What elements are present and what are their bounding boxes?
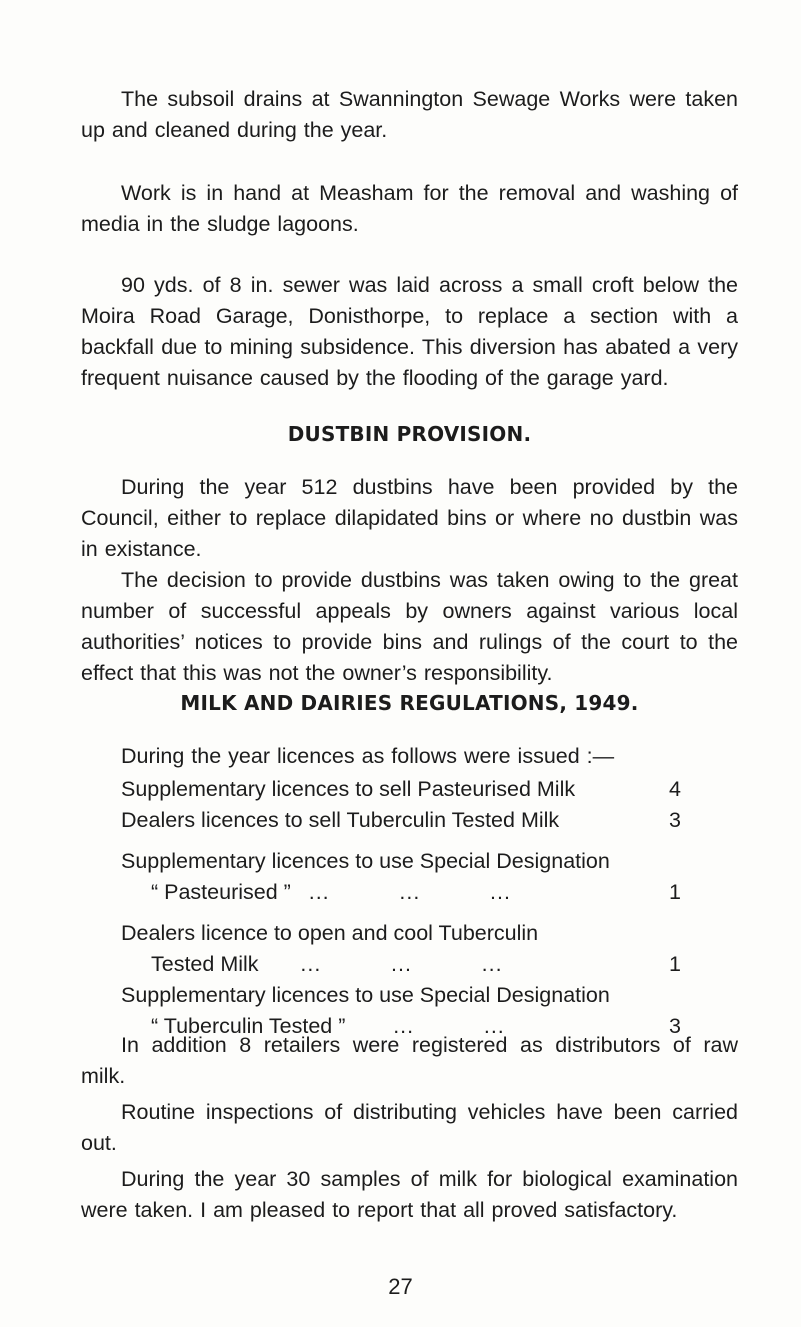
licence-count: 3	[669, 1014, 681, 1038]
dot-leader: ... ...	[393, 1014, 505, 1038]
licence-designation: “ Tuberculin Tested ”	[151, 1014, 346, 1038]
dot-leader: ... ... ...	[308, 880, 511, 904]
dot-leader: ... ... ...	[300, 952, 503, 976]
paragraph-milk-samples: During the year 30 samples of milk for biological examination were taken. I am pleased to report that all proved satisfactory.	[81, 1167, 738, 1222]
paragraph-licences-intro: During the year licences as follows were issued :—	[121, 744, 615, 768]
paragraph-donisthorpe-sewer: 90 yds. of 8 in. sewer was laid across a small croft below the Moira Road Garage, Donisthorpe, to replace a section with a backfall due to mining subsidence. This diversion has abated a very frequent nuisance caused by the flooding of the garage yard.	[81, 273, 738, 390]
licence-row	[121, 918, 681, 980]
licence-label: Dealers licence to open and cool Tuberculin Tested Milk ... ... ...	[121, 921, 539, 976]
paragraph-swannington: The subsoil drains at Swannington Sewage Works were taken up and cleaned during the year.	[81, 87, 738, 142]
licence-count: 4	[669, 777, 681, 801]
heading-milk-dairies: MILK AND DAIRIES REGULATIONS, 1949.	[180, 691, 639, 715]
paragraph-dustbins-provided: During the year 512 dustbins have been provided by the Council, either to replace dilapidated bins or where no dustbin was in existance.	[81, 475, 738, 561]
licence-count: 1	[669, 880, 681, 904]
paragraph-retailers: In addition 8 retailers were registered as distributors of raw milk.	[81, 1033, 738, 1088]
licence-list	[121, 774, 681, 1042]
licence-count: 3	[669, 808, 681, 832]
licence-row	[121, 774, 681, 805]
paragraph-measham: Work is in hand at Measham for the removal and washing of media in the sludge lagoons.	[81, 181, 738, 236]
licence-label: Dealers licences to sell Tuberculin Tested Milk	[121, 808, 560, 832]
licence-designation: Tested Milk	[151, 952, 259, 976]
heading-dustbin-provision: DUSTBIN PROVISION.	[287, 422, 532, 446]
page-number: 27	[388, 1274, 413, 1299]
licence-label: Supplementary licences to sell Pasteurised Milk	[121, 777, 576, 801]
licence-label: Supplementary licences to use Special Designation “ Tuberculin Tested ” ... ...	[121, 983, 610, 1038]
licence-designation: “ Pasteurised ”	[151, 880, 291, 904]
licence-row	[121, 846, 681, 908]
licence-label: Supplementary licences to use Special Designation “ Pasteurised ” ... ... ...	[121, 849, 610, 904]
licence-row	[121, 805, 681, 836]
licence-count: 1	[669, 952, 681, 976]
paragraph-routine-inspections: Routine inspections of distributing vehicles have been carried out.	[81, 1100, 738, 1155]
paragraph-dustbin-decision: The decision to provide dustbins was taken owing to the great number of successful appeals by owners against various local authorities’ notices to provide bins and rulings of the court to the effect that this was not the owner’s responsibility.	[81, 568, 738, 685]
